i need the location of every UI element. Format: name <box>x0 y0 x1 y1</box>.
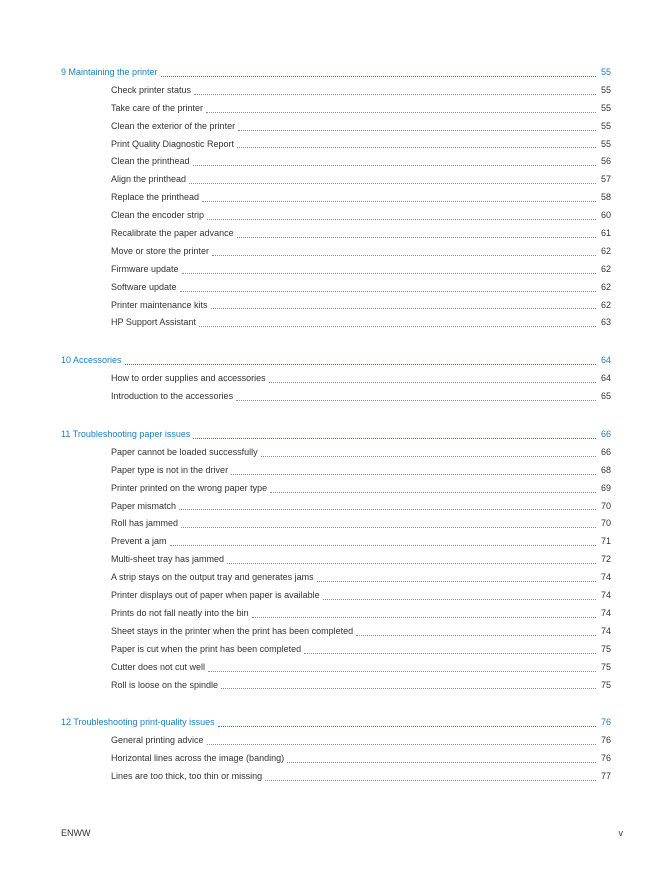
toc-entry-title: Introduction to the accessories <box>111 391 234 402</box>
toc-chapter-page: 76 <box>600 717 611 728</box>
toc-entry-page: 68 <box>600 464 611 475</box>
toc-entry-page: 55 <box>600 84 611 95</box>
dot-leader <box>189 182 596 184</box>
dot-leader <box>182 272 596 274</box>
toc-entry-title: Align the printhead <box>111 174 187 185</box>
toc-entry-title: How to order supplies and accessories <box>111 373 266 384</box>
toc-entry-title: Prints do not fall neatly into the bin <box>111 607 249 618</box>
toc-entry-title: Paper is cut when the print has been completed <box>111 643 302 654</box>
dot-leader <box>208 670 596 672</box>
page-footer <box>61 828 623 838</box>
dot-leader <box>206 111 596 113</box>
toc-chapter-link[interactable] <box>0 426 661 444</box>
footer-page-number: v <box>618 828 623 838</box>
toc-entry[interactable] <box>0 207 661 225</box>
table-of-contents <box>0 64 661 806</box>
toc-entry-page: 62 <box>600 281 611 292</box>
toc-chapter-title: 11 Troubleshooting paper issues <box>61 429 191 440</box>
toc-entry[interactable] <box>0 732 661 750</box>
dot-leader <box>323 598 596 600</box>
toc-entry[interactable] <box>0 136 661 154</box>
toc-entry-title: Software update <box>111 281 177 292</box>
toc-entry[interactable] <box>0 82 661 100</box>
toc-entry[interactable] <box>0 370 661 388</box>
toc-entry-title: Paper cannot be loaded successfully <box>111 446 258 457</box>
toc-entry-title: Cutter does not cut well <box>111 661 206 672</box>
toc-chapter-link[interactable] <box>0 714 661 732</box>
toc-entry-page: 62 <box>600 299 611 310</box>
toc-chapter <box>0 714 661 786</box>
toc-entry-title: Take care of the printer <box>111 102 204 113</box>
dot-leader <box>237 236 596 238</box>
toc-entry-page: 62 <box>600 263 611 274</box>
dot-leader <box>199 325 596 327</box>
dot-leader <box>236 399 596 401</box>
toc-entry-page: 75 <box>600 679 611 690</box>
toc-entry-title: Horizontal lines across the image (banding) <box>111 753 285 764</box>
toc-entry-title: HP Support Assistant <box>111 317 196 328</box>
toc-entry[interactable] <box>0 515 661 533</box>
toc-entry-page: 76 <box>600 735 611 746</box>
footer-doc-code: ENWW <box>61 828 91 838</box>
dot-leader <box>193 164 596 166</box>
toc-chapter-link[interactable] <box>0 352 661 370</box>
toc-entry[interactable] <box>0 279 661 297</box>
dot-leader <box>237 146 596 148</box>
toc-entry-title: Recalibrate the paper advance <box>111 228 234 239</box>
toc-entry-title: Move or store the printer <box>111 245 210 256</box>
toc-entry-title: Lines are too thick, too thin or missing <box>111 771 263 782</box>
dot-leader <box>180 290 596 292</box>
dot-leader <box>231 473 596 475</box>
toc-entry-page: 64 <box>600 373 611 384</box>
dot-leader <box>193 437 596 439</box>
toc-entry-title: Roll has jammed <box>111 518 179 529</box>
dot-leader <box>317 580 596 582</box>
toc-entry[interactable] <box>0 314 661 332</box>
toc-chapter-title: 9 Maintaining the printer <box>61 67 158 77</box>
toc-entry-page: 72 <box>600 554 611 565</box>
dot-leader <box>287 761 596 763</box>
toc-entry[interactable] <box>0 659 661 677</box>
toc-chapter-page: 64 <box>600 355 611 366</box>
toc-entry-page: 76 <box>600 753 611 764</box>
toc-entry[interactable] <box>0 225 661 243</box>
toc-chapter-page: 66 <box>600 429 611 440</box>
toc-entry[interactable] <box>0 388 661 406</box>
toc-entry[interactable] <box>0 171 661 189</box>
toc-chapter-title: 12 Troubleshooting print-quality issues <box>61 717 215 728</box>
toc-entry-title: Paper type is not in the driver <box>111 464 229 475</box>
toc-entry-page: 55 <box>600 138 611 149</box>
toc-entry[interactable] <box>0 750 661 768</box>
toc-entry-page: 70 <box>600 500 611 511</box>
toc-entry[interactable] <box>0 100 661 118</box>
toc-entry[interactable] <box>0 533 661 551</box>
toc-chapter <box>0 352 661 406</box>
toc-entry-page: 69 <box>600 482 611 493</box>
toc-entry[interactable] <box>0 297 661 315</box>
toc-entry-page: 66 <box>600 446 611 457</box>
dot-leader <box>304 652 596 654</box>
dot-leader <box>212 254 596 256</box>
toc-entry-page: 75 <box>600 661 611 672</box>
toc-entry-title: Roll is loose on the spindle <box>111 679 219 690</box>
toc-chapter <box>0 426 661 694</box>
dot-leader <box>211 307 596 309</box>
dot-leader <box>207 743 596 745</box>
toc-entry-page: 55 <box>600 102 611 113</box>
toc-entry-title: Replace the printhead <box>111 192 200 203</box>
toc-entry-title: Check printer status <box>111 84 192 95</box>
dot-leader <box>269 381 596 383</box>
toc-entry-page: 62 <box>600 245 611 256</box>
toc-entry[interactable] <box>0 641 661 659</box>
toc-entry-page: 65 <box>600 391 611 402</box>
toc-entry-title: Printer displays out of paper when paper is available <box>111 590 320 601</box>
toc-entry-page: 56 <box>600 156 611 167</box>
toc-entry-title: Prevent a jam <box>111 536 167 547</box>
toc-entry-page: 60 <box>600 210 611 221</box>
toc-entry-page: 71 <box>600 536 611 547</box>
toc-entry[interactable] <box>0 261 661 279</box>
toc-chapter-link[interactable] <box>0 64 661 82</box>
dot-leader <box>252 616 596 618</box>
dot-leader <box>221 687 596 689</box>
dot-leader <box>202 200 596 202</box>
toc-entry-title: Clean the exterior of the printer <box>111 120 236 131</box>
toc-entry-title: Multi-sheet tray has jammed <box>111 554 225 565</box>
toc-entry-page: 63 <box>600 317 611 328</box>
toc-entry[interactable] <box>0 677 661 695</box>
toc-entry-page: 74 <box>600 625 611 636</box>
toc-entry-title: Firmware update <box>111 263 179 274</box>
dot-leader <box>170 544 596 546</box>
dot-leader <box>181 526 596 528</box>
toc-entry[interactable] <box>0 587 661 605</box>
toc-entry[interactable] <box>0 462 661 480</box>
dot-leader <box>194 93 596 95</box>
toc-chapter-title: 10 Accessories <box>61 355 122 366</box>
toc-entry-title: Clean the printhead <box>111 156 190 167</box>
dot-leader <box>125 363 596 365</box>
toc-entry[interactable] <box>0 480 661 498</box>
dot-leader <box>227 562 596 564</box>
toc-entry-page: 74 <box>600 572 611 583</box>
toc-entry[interactable] <box>0 153 661 171</box>
toc-entry-title: General printing advice <box>111 735 204 746</box>
dot-leader <box>265 779 596 781</box>
toc-entry[interactable] <box>0 444 661 462</box>
toc-chapter <box>0 64 661 332</box>
toc-entry-page: 74 <box>600 607 611 618</box>
toc-entry-page: 58 <box>600 192 611 203</box>
toc-entry-title: Printer printed on the wrong paper type <box>111 482 268 493</box>
toc-entry-page: 74 <box>600 590 611 601</box>
dot-leader <box>161 75 596 77</box>
toc-entry-page: 77 <box>600 771 611 782</box>
toc-chapter-page: 55 <box>600 67 611 77</box>
toc-entry-title: Paper mismatch <box>111 500 177 511</box>
toc-entry[interactable] <box>0 623 661 641</box>
toc-entry-page: 70 <box>600 518 611 529</box>
toc-entry-page: 61 <box>600 228 611 239</box>
toc-entry-title: Print Quality Diagnostic Report <box>111 138 235 149</box>
toc-entry-title: Clean the encoder strip <box>111 210 205 221</box>
toc-entry[interactable] <box>0 118 661 136</box>
dot-leader <box>207 218 596 220</box>
dot-leader <box>261 455 596 457</box>
dot-leader <box>238 129 596 131</box>
toc-entry[interactable] <box>0 243 661 261</box>
toc-entry[interactable] <box>0 569 661 587</box>
toc-entry[interactable] <box>0 605 661 623</box>
toc-entry[interactable] <box>0 551 661 569</box>
toc-entry-page: 57 <box>600 174 611 185</box>
toc-entry-title: Sheet stays in the printer when the print has been completed <box>111 625 354 636</box>
toc-entry-title: A strip stays on the output tray and generates jams <box>111 572 314 583</box>
dot-leader <box>356 634 596 636</box>
toc-entry-title: Printer maintenance kits <box>111 299 208 310</box>
toc-entry[interactable] <box>0 189 661 207</box>
toc-entry[interactable] <box>0 498 661 516</box>
dot-leader <box>179 508 596 510</box>
toc-entry[interactable] <box>0 768 661 786</box>
toc-entry-page: 75 <box>600 643 611 654</box>
dot-leader <box>218 725 596 727</box>
toc-entry-page: 55 <box>600 120 611 131</box>
dot-leader <box>270 491 596 493</box>
